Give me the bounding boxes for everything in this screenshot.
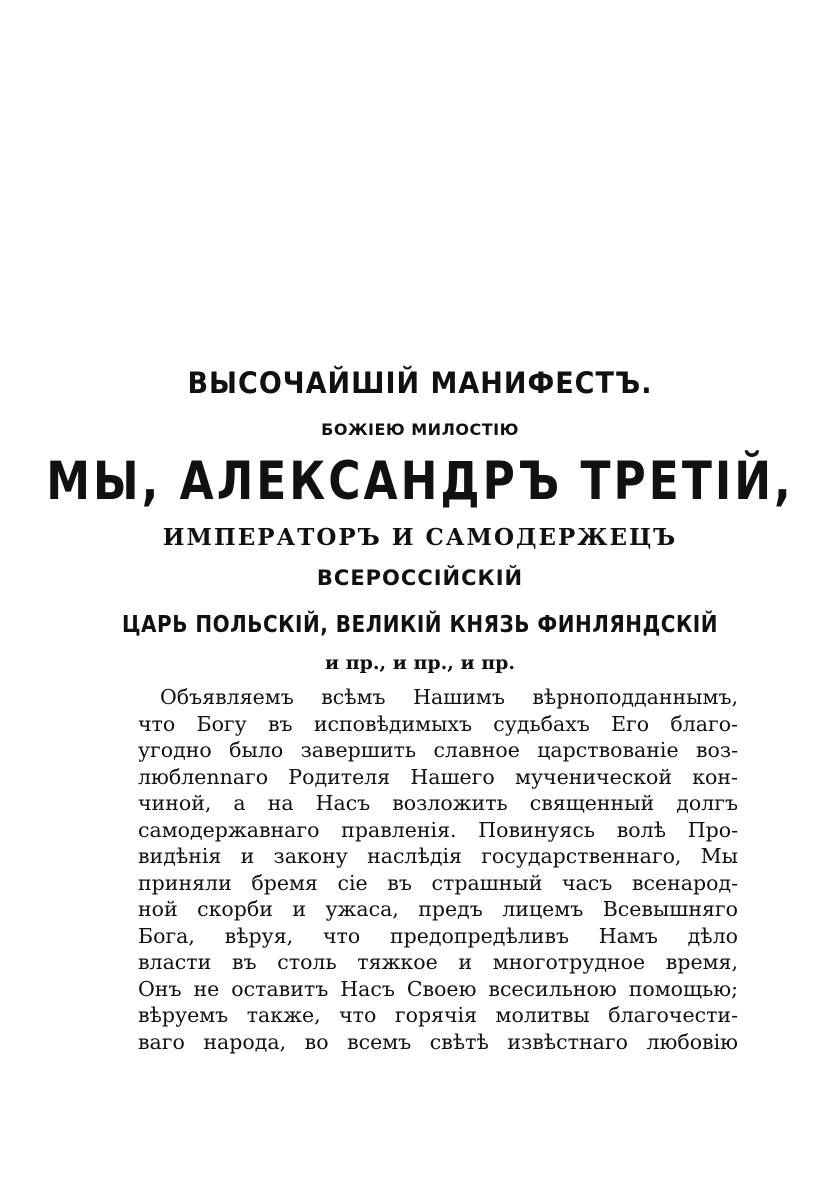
body-line: вѣруемъ также, что горячія молитвы благочести- — [138, 1003, 738, 1027]
body-line: Онъ не оставитъ Насъ Своею всесильною помощью; — [138, 976, 738, 1001]
by-grace-line: БОЖІЕЮ МИЛОСТІЮ — [321, 420, 519, 439]
body-line: ной скорби и ужаса, предъ лицемъ Всевышняго — [138, 897, 738, 921]
etc-line: и пр., и пр., и пр. — [325, 652, 515, 674]
body-line: самодержавнаго правленія. Повинуясь волѣ Про- — [138, 817, 738, 842]
body-line: чиной, а на Насъ возложить священный долгъ — [138, 791, 738, 815]
manifest-title: ВЫСОЧАЙШІЙ МАНИФЕСТЪ. — [187, 366, 653, 401]
body-line: угодно было завершить славное царствованіе воз- — [138, 738, 738, 762]
all-russia-title: ВСЕРОССІЙСКІЙ — [316, 566, 524, 590]
body-line: видѣнія и закону наслѣдія государственнаго, Мы — [138, 844, 738, 868]
body-line: Бога, вѣруя, что предопредѣливъ Намъ дѣло — [138, 923, 738, 948]
body-line: Объявляемъ всѣмъ Нашимъ вѣрноподданнымъ, — [160, 685, 738, 709]
body-line: что Богу въ исповѣдимыхъ судьбахъ Его благо- — [138, 711, 738, 736]
monarch-name: МЫ, АЛЕКСАНДРЪ ТРЕТІЙ, — [46, 450, 794, 513]
manifest-body — [138, 684, 738, 1055]
body-line: власти въ столь тяжкое и многотрудное время, — [138, 950, 738, 974]
body-line: приняли бремя сіе въ страшный часъ всенарод- — [138, 870, 738, 895]
body-line: люблennаго Родителя Нашего мученической кон- — [138, 764, 738, 789]
royal-titles: ЦАРЬ ПОЛЬСКІЙ, ВЕЛИКІЙ КНЯЗЬ ФИНЛЯНДСКІЙ — [122, 610, 718, 638]
emperor-title: ИМПЕРАТОРЪ И САМОДЕРЖЕЦЪ — [162, 524, 678, 551]
body-line: ваго народа, во всемъ свѣтѣ извѣстнаго любовію — [138, 1029, 738, 1054]
